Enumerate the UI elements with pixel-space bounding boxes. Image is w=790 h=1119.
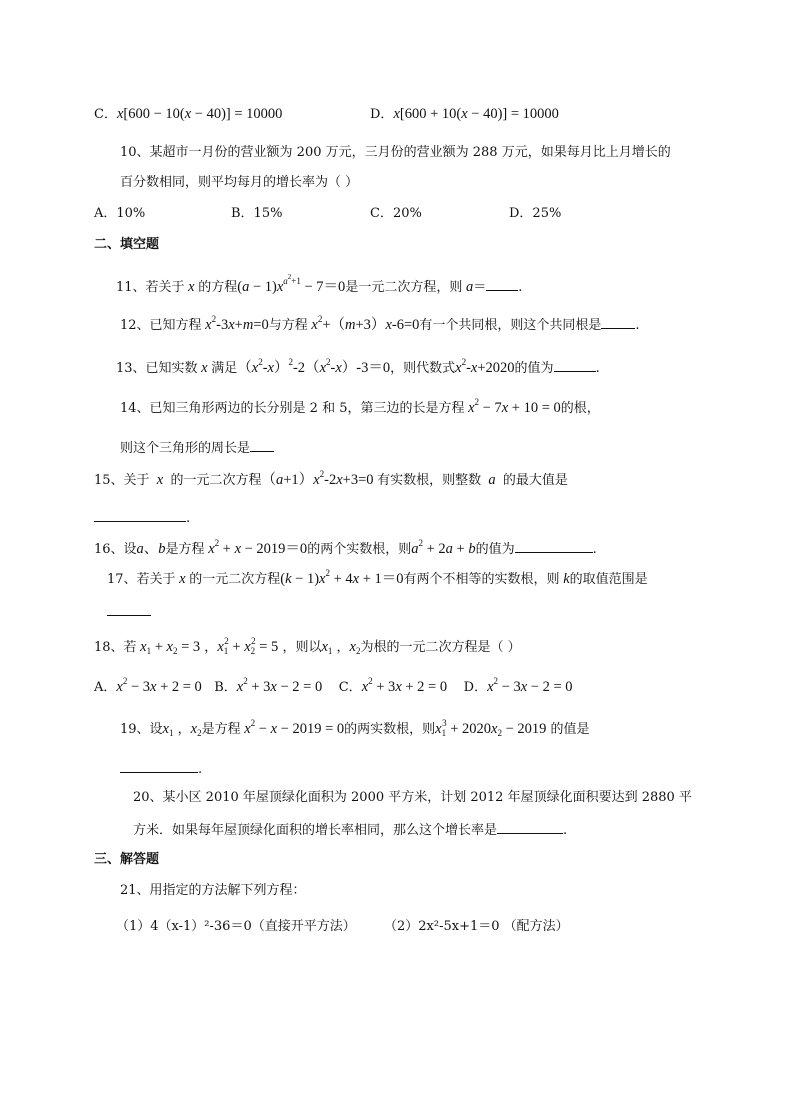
q10-option-a: A．10%	[94, 206, 146, 221]
q15-line1: 15、关于 x 的一元二次方程$(a+1)x^2-2x+3=0$ 有实数根，则整数 a 的最大值是	[94, 469, 568, 488]
q14-line2: 则这个三角形的周长是	[120, 437, 274, 459]
q18-option-c-formula: $x^2 + 3x + 2 = 0$	[361, 676, 448, 695]
q20-answer-blank[interactable]	[497, 819, 563, 834]
q20-line1: 20、某小区 2010 年屋顶绿化面积为 2000 平方米，计划 2012 年屋顶绿化面积要达到 2880 平	[133, 790, 692, 805]
section-title-solve: 三、解答题	[94, 852, 160, 867]
q10-option-c: C．20%	[370, 206, 422, 221]
q11: 11、若关于 x 的方程$(a - 1)x^{a^2+1} - 7=0$是一元二次方程，则 a＝ .	[116, 273, 523, 295]
q12-answer-blank[interactable]	[601, 314, 635, 329]
q18-options: A．$x^2 - 3x + 2 = 0$ B．$x^2 + 3x - 2 = 0$ C．$x^2 + 3x + 2 = 0$ D．$x^2 - 3x - 2 = 0$	[94, 676, 573, 695]
q21-title: 21、用指定的方法解下列方程：	[120, 883, 306, 898]
q18-option-d-formula: $x^2 - 3x - 2 = 0$	[487, 676, 573, 695]
q15-answer-blank[interactable]	[94, 507, 186, 522]
q19-answer-blank[interactable]	[120, 758, 198, 773]
q17-equation: $(k - 1)x^2 + 4x + 1=0$	[280, 568, 404, 587]
q9-option-c: C．x[600 − 10(x − 40)] = 10000	[94, 106, 283, 122]
q15-line2: .	[94, 507, 190, 529]
q13-answer-blank[interactable]	[554, 357, 596, 372]
q10-option-b: B．15%	[231, 206, 283, 221]
q12-equation1: $x^2-3x+m=0$	[205, 314, 269, 333]
q10-line2: 百分数相同，则平均每月的增长率为（ ）	[120, 175, 359, 190]
q17-line1: 17、若关于 x 的一元二次方程$(k - 1)x^2 + 4x + 1=0$有两个不相等的实数根，则 k的取值范围是	[107, 568, 648, 587]
q10-option-d: D．25%	[509, 206, 562, 221]
q19-equation: $x^2 - x - 2019 = 0$	[244, 718, 345, 737]
q11-equation: $(a - 1)x^{a^2+1} - 7=0$	[237, 273, 346, 295]
q15-equation: $(a+1)x^2-2x+3=0$	[261, 469, 378, 488]
q18-option-a-formula: $x^2 - 3x + 2 = 0$	[116, 676, 202, 695]
q12: 12、已知方程 $x^2-3x+m=0$与方程 $x^2+(m+3)x-6=0$有一个共同根，则这个共同根是 .	[120, 314, 640, 333]
q18-option-b-formula: $x^2 + 3x - 2 = 0$	[236, 676, 323, 695]
q14-equation: $x^2 - 7x + 10 = 0$	[468, 397, 561, 416]
q13-equation: $(x^2-x)^2-2(x^2-x)-3=0$	[237, 357, 391, 376]
q10-line1: 10、某超市一月份的营业额为 200 万元，三月份的营业额为 288 万元，如果每月比上月增长的	[120, 145, 671, 160]
q19-expression: $x_1^3 + 2020x_2 - 2019$	[435, 718, 547, 738]
q18-condition2: $x_1^2 + x_2^2 = 5$	[217, 636, 279, 656]
q11-answer-blank[interactable]	[486, 276, 518, 291]
q9-option-d-formula: x[600 + 10(x − 40)] = 10000	[393, 106, 559, 122]
q14-answer-blank[interactable]	[250, 437, 274, 452]
q13-expression: $x^2-x+2020$	[455, 357, 515, 376]
q14-line1: 14、已知三角形两边的长分别是 2 和 5，第三边的长是方程 $x^2 - 7x + 10 = 0$的根，	[120, 397, 600, 416]
q21-part2: （2）2x²-5x+1＝0 （配方法）	[384, 919, 569, 934]
q17-answer-blank[interactable]	[107, 601, 151, 616]
q16-equation: $x^2 + x - 2019=0$	[208, 538, 308, 557]
q18: 18、若 $x_1 + x_2 = 3$ ，$x_1^2 + x_2^2 = 5$ ，则以$x_1$ ，$x_2$为根的一元二次方程是（ ）	[94, 636, 521, 656]
q16-answer-blank[interactable]	[515, 538, 593, 553]
q19-line1: 19、设$x_1$ ，$x_2$是方程 $x^2 - x - 2019 = 0$的两实数根，则$x_1^3 + 2020x_2 - 2019$ 的值是	[120, 718, 590, 738]
section-title-fill-in: 二、填空题	[94, 237, 160, 252]
q9-option-c-formula: x[600 − 10(x − 40)] = 10000	[116, 106, 283, 122]
q19-line2: .	[120, 758, 202, 780]
q16: 16、设a、b是方程 $x^2 + x - 2019=0$的两个实数根，则$a^2 + 2a + b$的值为 .	[94, 538, 597, 557]
q16-expression: $a^2 + 2a + b$	[411, 538, 476, 557]
q21-part1: （1）4（x-1）²-36＝0（直接开平方法）	[116, 919, 356, 934]
q20-line2: 方米．如果每年屋顶绿化面积的增长率相同，那么这个增长率是 .	[133, 819, 567, 841]
q12-equation2: $x^2+(m+3)x-6=0$	[311, 314, 420, 333]
q18-condition1: $x_1 + x_2 = 3$	[140, 639, 201, 656]
q9-option-d: D．x[600 + 10(x − 40)] = 10000	[370, 106, 559, 122]
q17-line2	[107, 601, 151, 623]
q13: 13、已知实数 x 满足$(x^2-x)^2-2(x^2-x)-3=0$，则代数式$x^2-x+2020$的值为 .	[116, 357, 600, 376]
